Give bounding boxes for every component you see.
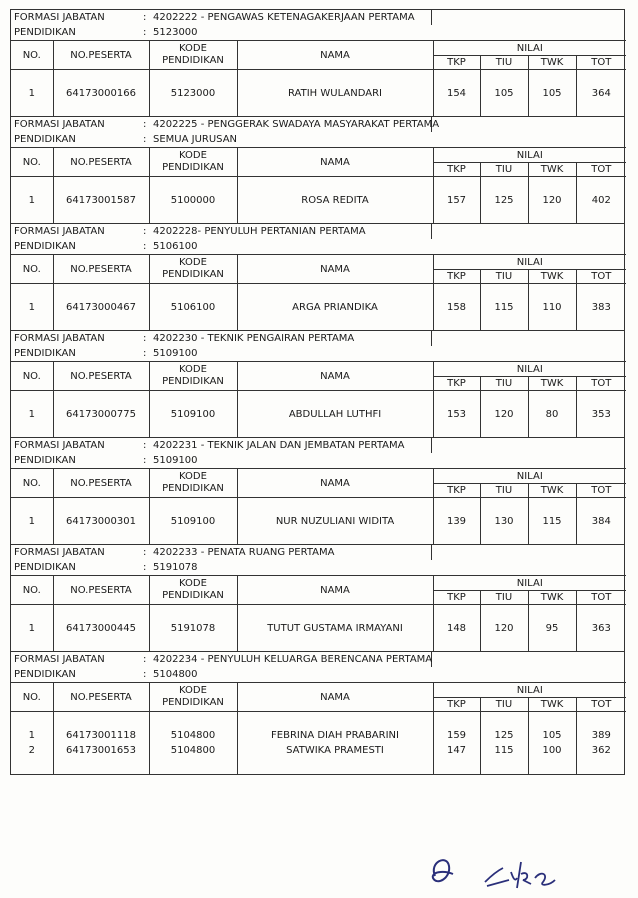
col-nilai: NILAI [433,148,626,163]
cell-line: 1 [28,194,35,206]
formasi-value: 4202228- PENYULUH PERTANIAN PERTAMA [153,226,366,237]
pendidikan-row [11,239,624,254]
cell-nama [237,70,433,117]
col-tkp: TKP [433,377,480,391]
colon: : [143,440,147,451]
cell-line: 80 [545,408,559,420]
colon: : [143,134,147,145]
formasi-row [11,224,624,239]
cell-line: ABDULLAH LUTHFI [288,408,382,420]
cell-line: 5191078 [170,622,216,634]
formasi-label: FORMASI JABATAN [14,226,105,237]
col-no-peserta: NO.PESERTA [53,41,149,70]
cell-line: 147 [446,745,467,756]
formasi-label: FORMASI JABATAN [14,333,105,344]
cell-line: 115 [494,301,514,313]
pendidikan-col-label: PENDIDIKAN [162,483,224,494]
col-kode-pendidikan [149,469,237,498]
colon: : [143,348,147,359]
pendidikan-row [11,667,624,682]
col-nilai: NILAI [433,255,626,270]
cell-line: 364 [591,87,611,99]
col-kode-pendidikan [149,683,237,712]
formation-section [11,438,624,545]
cell-line: 5123000 [170,87,216,99]
formation-section [11,331,624,438]
cell-line: 5106100 [170,301,216,313]
cell-line: 1 [28,87,35,99]
cell-line: 105 [542,87,562,99]
cell-peserta [53,177,149,224]
col-kode-pendidikan [149,255,237,284]
col-nama: NAMA [237,41,433,70]
formasi-row [11,10,624,25]
table-row [11,177,626,224]
cell-line: 158 [446,301,467,313]
col-twk: TWK [528,270,576,284]
cell-tot [576,712,626,775]
cell-tiu [480,712,528,775]
cell-line: 157 [446,194,467,206]
cell-line: 120 [494,408,514,420]
pendidikan-col-label: PENDIDIKAN [162,55,224,66]
cell-nama [237,605,433,652]
col-tkp: TKP [433,163,480,177]
col-twk: TWK [528,377,576,391]
cell-nama [237,498,433,545]
cell-line: 115 [494,745,514,756]
cell-no [11,605,53,652]
kode-label: KODE [179,364,207,375]
col-nilai: NILAI [433,362,626,377]
cell-line: ARGA PRIANDIKA [292,301,378,313]
cell-kode [149,605,237,652]
colon: : [143,12,147,23]
table-row [11,284,626,331]
colon: : [143,669,147,680]
table-row [11,498,626,545]
col-kode-pendidikan [149,148,237,177]
cell-line: 1 [28,622,35,634]
cell-tkp [433,70,480,117]
cell-twk [528,284,576,331]
cell-line: ROSA REDITA [301,194,369,206]
col-tot: TOT [576,484,626,498]
table-row [11,712,626,775]
cell-peserta [53,284,149,331]
cell-line: 130 [494,515,514,527]
cell-kode [149,284,237,331]
cell-tot [576,605,626,652]
cell-line: 1 [28,408,35,420]
col-no: NO. [11,41,53,70]
colon: : [143,455,147,466]
cell-no [11,391,53,438]
col-no: NO. [11,469,53,498]
cell-line: 125 [494,194,514,206]
results-table [11,40,626,116]
col-no: NO. [11,255,53,284]
pendidikan-row [11,453,624,468]
cell-kode [149,498,237,545]
cell-tiu [480,391,528,438]
formasi-label: FORMASI JABATAN [14,12,105,23]
col-nama: NAMA [237,576,433,605]
formation-section [11,10,624,117]
pendidikan-value: 5109100 [153,348,198,359]
kode-label: KODE [179,257,207,268]
cell-tiu [480,70,528,117]
cell-line: 64173001587 [66,194,136,206]
cell-line: 64173000445 [66,622,136,634]
formation-section [11,652,624,775]
formasi-value: 4202225 - PENGGERAK SWADAYA MASYARAKAT PERTAMA [153,119,440,130]
cell-line: SATWIKA PRAMESTI [286,745,384,756]
colon: : [143,27,147,38]
results-table [11,682,626,774]
formasi-label: FORMASI JABATAN [14,440,105,451]
col-tkp: TKP [433,484,480,498]
cell-line: 1 [28,301,35,313]
kode-label: KODE [179,578,207,589]
cell-line: 383 [591,301,611,313]
cell-no [11,284,53,331]
cell-line: 153 [446,408,467,420]
col-tiu: TIU [480,698,528,712]
pendidikan-value: 5123000 [153,27,198,38]
col-nilai: NILAI [433,576,626,591]
results-table [11,575,626,651]
pendidikan-label: PENDIDIKAN [14,562,76,573]
cell-line: 125 [494,730,514,741]
formation-section [11,224,624,331]
cell-no [11,177,53,224]
cell-line: 5109100 [170,408,216,420]
cell-line: 5109100 [170,515,216,527]
col-no-peserta: NO.PESERTA [53,362,149,391]
formation-section [11,545,624,652]
formasi-row [11,331,624,346]
col-nilai: NILAI [433,683,626,698]
cell-peserta [53,605,149,652]
pendidikan-row [11,560,624,575]
cell-tiu [480,177,528,224]
col-kode-pendidikan [149,41,237,70]
col-no-peserta: NO.PESERTA [53,469,149,498]
formasi-row [11,117,624,132]
pendidikan-row [11,132,624,147]
colon: : [143,547,147,558]
cell-line: 2 [28,745,35,756]
cell-no [11,70,53,117]
col-tot: TOT [576,698,626,712]
col-tot: TOT [576,270,626,284]
col-nilai: NILAI [433,41,626,56]
col-tot: TOT [576,377,626,391]
cell-tkp [433,498,480,545]
pendidikan-col-label: PENDIDIKAN [162,162,224,173]
cell-nama [237,177,433,224]
cell-line: 100 [542,745,562,756]
handwritten-signature [425,848,575,893]
cell-twk [528,391,576,438]
cell-tot [576,70,626,117]
cell-line: 64173000301 [66,515,136,527]
col-no: NO. [11,576,53,605]
formasi-value: 4202234 - PENYULUH KELUARGA BERENCANA PERTAMA [153,654,433,665]
cell-tkp [433,712,480,775]
pendidikan-col-label: PENDIDIKAN [162,697,224,708]
pendidikan-col-label: PENDIDIKAN [162,590,224,601]
pendidikan-value: SEMUA JURUSAN [153,134,238,145]
cell-line: 154 [446,87,467,99]
cell-line: 1 [28,515,35,527]
pendidikan-label: PENDIDIKAN [14,455,76,466]
cell-line: NUR NUZULIANI WIDITA [275,515,395,527]
col-tiu: TIU [480,56,528,70]
pendidikan-row [11,346,624,361]
col-tiu: TIU [480,377,528,391]
col-tot: TOT [576,591,626,605]
col-nama: NAMA [237,683,433,712]
formasi-row [11,438,624,453]
formasi-value: 4202233 - PENATA RUANG PERTAMA [153,547,335,558]
col-no: NO. [11,683,53,712]
cell-line: 120 [542,194,562,206]
cell-tkp [433,391,480,438]
formation-section [11,117,624,224]
col-tiu: TIU [480,484,528,498]
pendidikan-label: PENDIDIKAN [14,669,76,680]
col-tiu: TIU [480,270,528,284]
col-twk: TWK [528,56,576,70]
cell-line: 64173000467 [66,301,136,313]
cell-line: RATIH WULANDARI [288,87,382,99]
col-no-peserta: NO.PESERTA [53,148,149,177]
results-table [11,468,626,544]
col-nama: NAMA [237,148,433,177]
col-twk: TWK [528,163,576,177]
kode-label: KODE [179,685,207,696]
colon: : [143,562,147,573]
col-nama: NAMA [237,469,433,498]
col-no-peserta: NO.PESERTA [53,683,149,712]
cell-tiu [480,284,528,331]
pendidikan-value: 5104800 [153,669,198,680]
col-no: NO. [11,362,53,391]
cell-line: 110 [542,301,562,313]
table-row [11,391,626,438]
col-tot: TOT [576,56,626,70]
colon: : [143,226,147,237]
cell-line: 105 [542,730,562,741]
cell-line: 353 [591,408,611,420]
colon: : [143,119,147,130]
cell-line: 389 [591,730,611,741]
pendidikan-col-label: PENDIDIKAN [162,376,224,387]
formasi-value: 4202231 - TEKNIK JALAN DAN JEMBATAN PERTAMA [153,440,405,451]
col-tkp: TKP [433,270,480,284]
table-row [11,605,626,652]
cell-line: 5104800 [170,730,216,741]
col-nama: NAMA [237,255,433,284]
col-twk: TWK [528,698,576,712]
col-no-peserta: NO.PESERTA [53,255,149,284]
cell-line: 1 [28,730,35,741]
kode-label: KODE [179,150,207,161]
formasi-label: FORMASI JABATAN [14,654,105,665]
cell-line: 64173000775 [66,408,136,420]
formasi-value: 4202230 - TEKNIK PENGAIRAN PERTAMA [153,333,355,344]
cell-peserta [53,712,149,775]
cell-kode [149,712,237,775]
cell-line: FEBRINA DIAH PRABARINI [271,730,399,741]
pendidikan-value: 5109100 [153,455,198,466]
cell-tot [576,391,626,438]
cell-line: 5104800 [170,745,216,756]
formasi-row [11,545,624,560]
cell-peserta [53,391,149,438]
cell-kode [149,177,237,224]
cell-tiu [480,605,528,652]
cell-twk [528,712,576,775]
cell-tkp [433,177,480,224]
col-tkp: TKP [433,56,480,70]
cell-nama [237,284,433,331]
results-table [11,147,626,223]
cell-line: 148 [446,622,467,634]
pendidikan-value: 5191078 [153,562,198,573]
table-row [11,70,626,117]
colon: : [143,241,147,252]
cell-tkp [433,284,480,331]
cell-tot [576,284,626,331]
cell-twk [528,70,576,117]
cell-kode [149,70,237,117]
cell-tot [576,177,626,224]
pendidikan-col-label: PENDIDIKAN [162,269,224,280]
col-tiu: TIU [480,163,528,177]
col-tkp: TKP [433,591,480,605]
col-tiu: TIU [480,591,528,605]
cell-line: 95 [545,622,559,634]
colon: : [143,654,147,665]
cell-peserta [53,498,149,545]
cell-line: 362 [591,745,611,756]
results-table [11,361,626,437]
results-table [11,254,626,330]
formasi-row [11,652,624,667]
kode-label: KODE [179,471,207,482]
cell-line: 105 [494,87,514,99]
cell-tiu [480,498,528,545]
result-document [10,9,625,775]
cell-line: 5100000 [170,194,216,206]
cell-tot [576,498,626,545]
col-no-peserta: NO.PESERTA [53,576,149,605]
pendidikan-label: PENDIDIKAN [14,134,76,145]
col-twk: TWK [528,591,576,605]
col-kode-pendidikan [149,362,237,391]
cell-no [11,712,53,775]
pendidikan-label: PENDIDIKAN [14,27,76,38]
cell-line: 363 [591,622,611,634]
cell-line: 402 [591,194,611,206]
col-no: NO. [11,148,53,177]
cell-nama [237,712,433,775]
cell-tkp [433,605,480,652]
cell-no [11,498,53,545]
cell-line: 64173001118 [66,730,136,741]
formasi-label: FORMASI JABATAN [14,547,105,558]
cell-line: 115 [542,515,562,527]
signature-drawing [425,848,575,893]
col-tot: TOT [576,163,626,177]
col-tkp: TKP [433,698,480,712]
cell-line: 384 [591,515,611,527]
col-nama: NAMA [237,362,433,391]
pendidikan-row [11,25,624,40]
cell-line: 159 [446,730,467,741]
formasi-value: 4202222 - PENGAWAS KETENAGAKERJAAN PERTAMA [153,12,415,23]
cell-line: 120 [494,622,514,634]
pendidikan-label: PENDIDIKAN [14,241,76,252]
cell-line: 64173001653 [66,745,136,756]
cell-kode [149,391,237,438]
pendidikan-value: 5106100 [153,241,198,252]
cell-line: TUTUT GUSTAMA IRMAYANI [267,622,403,634]
pendidikan-label: PENDIDIKAN [14,348,76,359]
cell-twk [528,605,576,652]
cell-nama [237,391,433,438]
cell-twk [528,177,576,224]
cell-line: 64173000166 [66,87,136,99]
col-twk: TWK [528,484,576,498]
col-kode-pendidikan [149,576,237,605]
col-nilai: NILAI [433,469,626,484]
cell-peserta [53,70,149,117]
colon: : [143,333,147,344]
formasi-label: FORMASI JABATAN [14,119,105,130]
cell-line: 139 [446,515,467,527]
cell-twk [528,498,576,545]
kode-label: KODE [179,43,207,54]
